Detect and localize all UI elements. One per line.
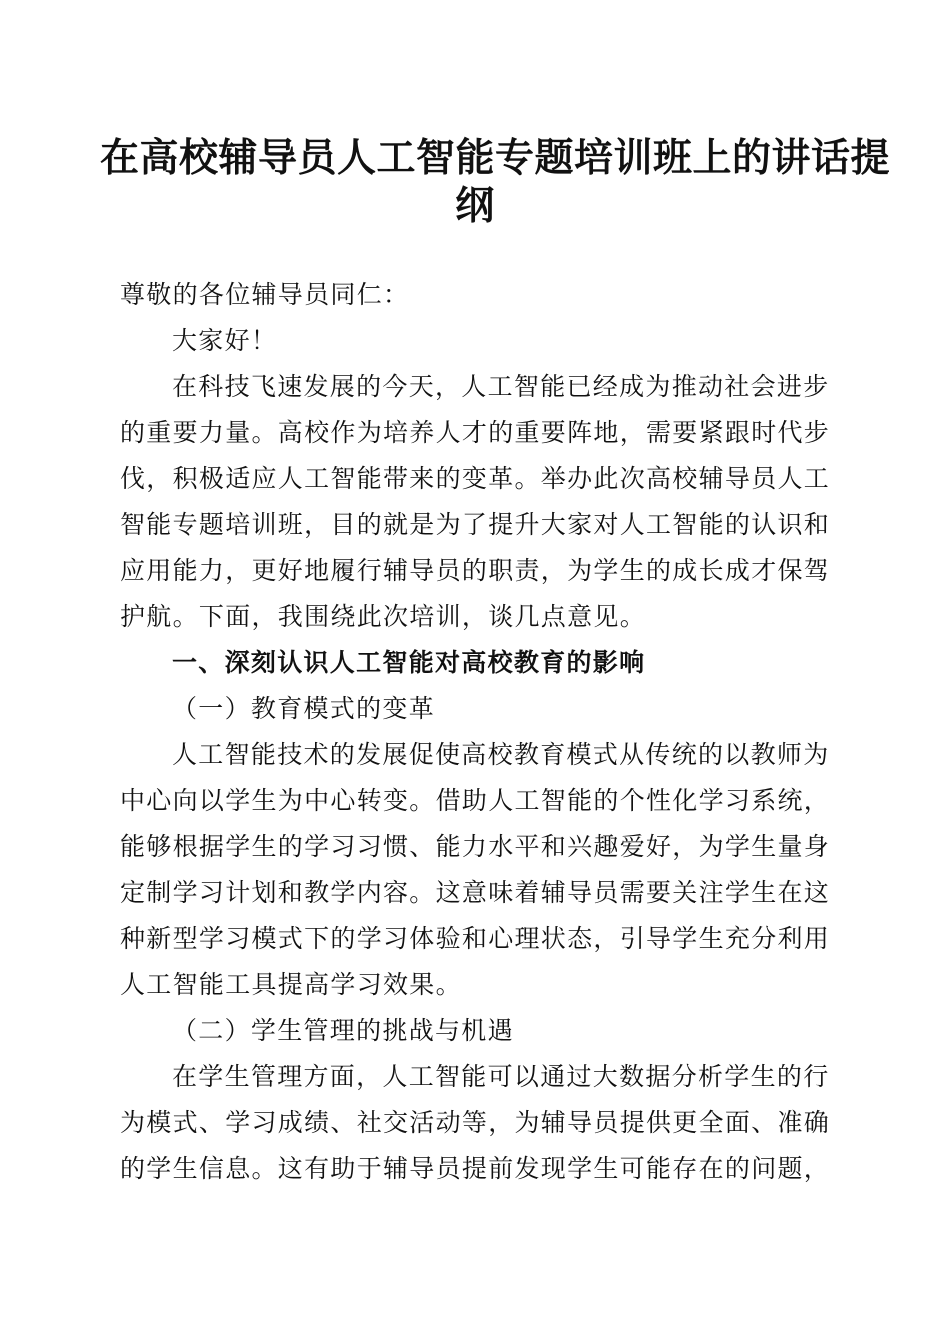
- text-line: 智能专题培训班，目的就是为了提升大家对人工智能的认识和: [120, 510, 831, 539]
- text-line: 的重要力量。高校作为培养人才的重要阵地，需要紧跟时代步: [120, 418, 831, 447]
- text-line: 人工智能技术的发展促使高校教育模式从传统的以教师为: [172, 740, 830, 769]
- text-line: 能够根据学生的学习习惯、能力水平和兴趣爱好，为学生量身: [120, 832, 831, 861]
- document-body: [120, 272, 840, 1192]
- text-line: 应用能力，更好地履行辅导员的职责，为学生的成长成才保驾: [120, 556, 831, 585]
- document-title: [100, 134, 891, 230]
- section-heading: 一、深刻认识人工智能对高校教育的影响: [172, 648, 646, 677]
- title-line: 纲: [455, 183, 495, 229]
- title-line: 在高校辅导员人工智能专题培训班上的讲话提: [100, 135, 891, 181]
- hello: 大家好！: [172, 326, 278, 355]
- subsection-1-paragraph: [120, 732, 840, 1008]
- text-line: 在学生管理方面，人工智能可以通过大数据分析学生的行: [172, 1062, 830, 1091]
- text-line: 定制学习计划和教学内容。这意味着辅导员需要关注学生在这: [120, 878, 831, 907]
- subsection-heading: （二）学生管理的挑战与机遇: [172, 1016, 514, 1045]
- subsection-heading: （一）教育模式的变革: [172, 694, 436, 723]
- text-line: 人工智能工具提高学习效果。: [120, 970, 462, 999]
- subsection-2-paragraph: [120, 1054, 840, 1192]
- text-line: 种新型学习模式下的学习体验和心理状态，引导学生充分利用: [120, 924, 831, 953]
- text-line: 在科技飞速发展的今天，人工智能已经成为推动社会进步: [172, 372, 830, 401]
- text-line: 的学生信息。这有助于辅导员提前发现学生可能存在的问题，: [120, 1154, 831, 1183]
- text-line: 为模式、学习成绩、社交活动等，为辅导员提供更全面、准确: [120, 1108, 831, 1137]
- greeting: 尊敬的各位辅导员同仁：: [120, 280, 410, 309]
- text-line: 伐，积极适应人工智能带来的变革。举办此次高校辅导员人工: [120, 464, 831, 493]
- text-line: 中心向以学生为中心转变。借助人工智能的个性化学习系统，: [120, 786, 831, 815]
- text-line: 护航。下面，我围绕此次培训，谈几点意见。: [120, 602, 647, 631]
- intro-paragraph: [120, 364, 840, 640]
